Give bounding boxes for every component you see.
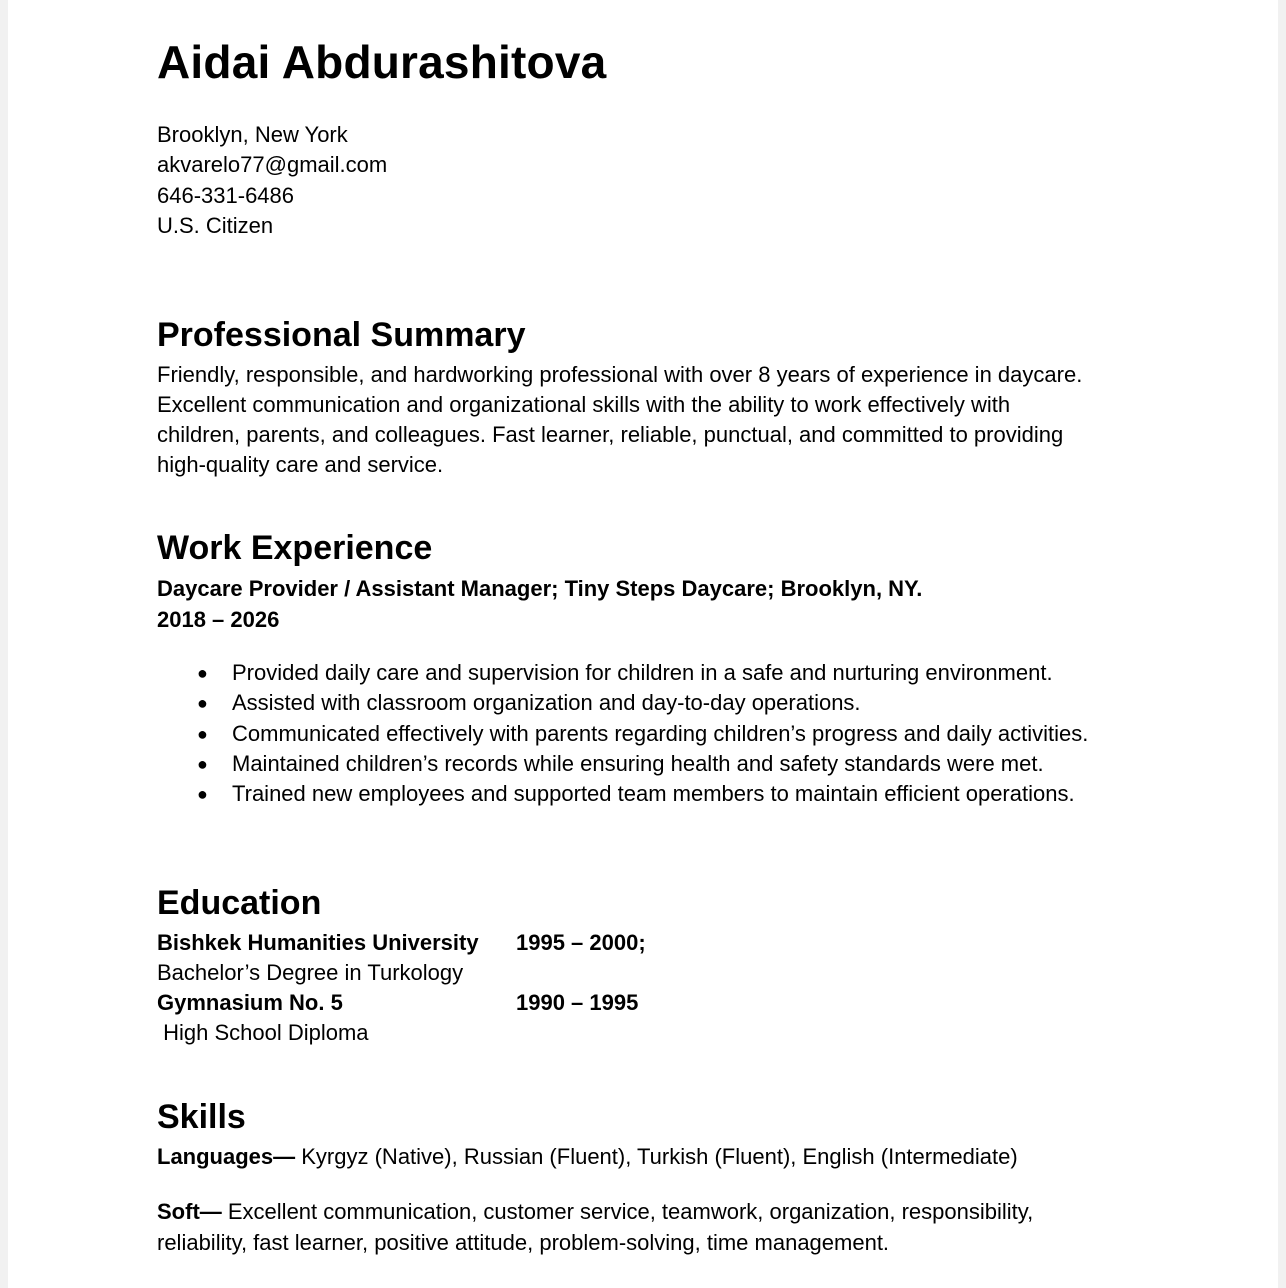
degree: Bachelor’s Degree in Turkology <box>157 960 464 985</box>
duty-text: Maintained children’s records while ensuring health and safety standards were met. <box>232 750 1044 776</box>
citizenship: U.S. Citizen <box>157 212 274 238</box>
summary-line: high-quality care and service. <box>157 452 444 477</box>
job-dates: 2018 – 2026 <box>157 607 280 632</box>
candidate-name: Aidai Abdurashitova <box>157 36 607 88</box>
email: akvarelo77@gmail.com <box>157 152 388 178</box>
bullet-icon: ● <box>197 753 208 774</box>
list-item <box>157 779 1088 809</box>
list-item <box>157 749 1088 779</box>
summary-text <box>157 360 1137 480</box>
bullet-icon: ● <box>197 784 208 805</box>
job-entry <box>157 573 922 635</box>
summary-line: children, parents, and colleagues. Fast learner, reliable, punctual, and committed to providing <box>157 422 1064 447</box>
list-item <box>157 719 1088 749</box>
duty-text: Trained new employees and supported team members to maintain efficient operations. <box>232 781 1075 807</box>
skill-text: Excellent communication, customer service, teamwork, organization, responsibility, reliability, fast learner, positive attitude, problem-solving, time management. <box>157 1199 1034 1255</box>
skills-heading: Skills <box>157 1098 246 1136</box>
school-years: 1990 – 1995 <box>516 990 639 1015</box>
duty-text: Provided daily care and supervision for children in a safe and nurturing environment. <box>232 660 1053 685</box>
skill-languages <box>157 1141 1157 1172</box>
skill-soft <box>157 1196 1117 1258</box>
skill-label: Soft— <box>157 1199 222 1224</box>
summary-line: Friendly, responsible, and hardworking professional with over 8 years of experience in daycare. <box>157 362 1083 387</box>
degree: High School Diploma <box>157 1020 369 1045</box>
education-heading: Education <box>157 884 322 922</box>
job-title: Daycare Provider / Assistant Manager; Tiny Steps Daycare; Brooklyn, NY. <box>157 576 923 601</box>
bullet-icon: ● <box>197 723 208 744</box>
location: Brooklyn, New York <box>157 122 348 147</box>
school-name: Bishkek Humanities University <box>157 930 479 955</box>
summary-line: Excellent communication and organizational skills with the ability to work effectively with <box>157 392 1011 417</box>
bullet-icon: ● <box>197 663 208 683</box>
job-duties-list <box>157 658 1088 809</box>
skill-label: Languages— <box>157 1144 296 1169</box>
phone: 646-331-6486 <box>157 182 295 208</box>
contact-block <box>157 120 387 241</box>
school-name: Gymnasium No. 5 <box>157 990 343 1015</box>
list-item <box>157 658 1088 688</box>
duty-text: Assisted with classroom organization and day-to-day operations. <box>232 690 861 716</box>
summary-heading: Professional Summary <box>157 316 526 354</box>
skill-text: Kyrgyz (Native), Russian (Fluent), Turkish (Fluent), English (Intermediate) <box>295 1144 1018 1169</box>
bullet-icon: ● <box>197 693 208 714</box>
school-years: 1995 – 2000; <box>516 930 646 955</box>
list-item <box>157 688 1088 718</box>
resume-page <box>8 0 1278 1288</box>
work-heading: Work Experience <box>157 529 433 567</box>
duty-text: Communicated effectively with parents regarding children’s progress and daily activities. <box>232 720 1089 746</box>
